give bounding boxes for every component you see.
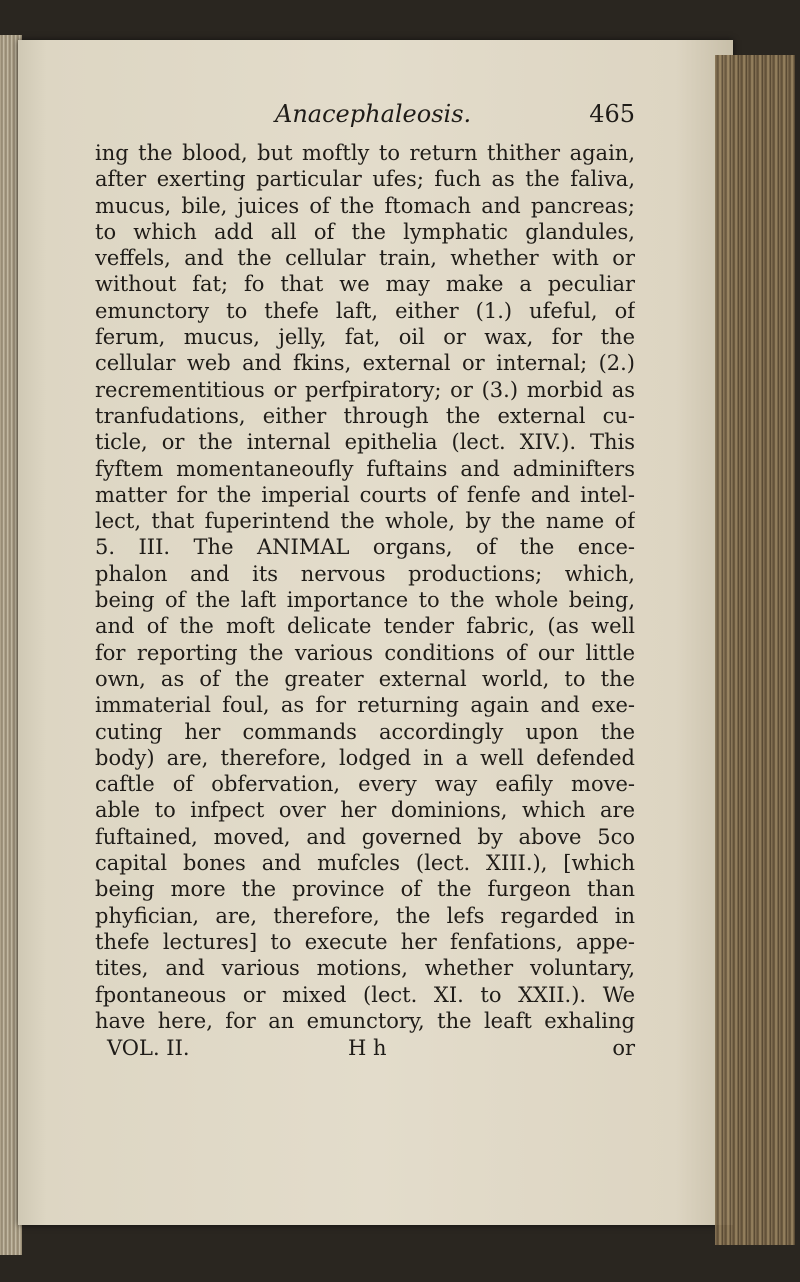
- text-line: without fat; fo that we may make a peculiar: [95, 272, 635, 297]
- text-line: to which add all of the lymphatic glandules,: [95, 219, 635, 244]
- text-line: tranfudations, either through the external cu-: [95, 403, 635, 428]
- text-line: emunctory to thefe laft, either (1.) ufeful, of: [95, 298, 635, 323]
- text-line: cellular web and fkins, external or internal; (2.): [95, 351, 635, 376]
- text-line: fyftem momentaneoufly fuftains and adminifters: [95, 456, 635, 481]
- text-line: for reporting the various conditions of our little: [95, 640, 635, 665]
- text-line: veffels, and the cellular train, whether with or: [95, 246, 635, 271]
- page-number: 465: [589, 100, 635, 128]
- text-line: ticle, or the internal epithelia (lect. XIV.). This: [95, 430, 635, 455]
- text-line: cuting her commands accordingly upon the: [95, 719, 635, 744]
- text-line: and of the moft delicate tender fabric, (as well: [95, 614, 635, 639]
- text-line: fuftained, moved, and governed by above 5co: [95, 824, 635, 849]
- body-text: [95, 140, 635, 1034]
- text-line: tites, and various motions, whether voluntary,: [95, 956, 635, 981]
- text-line: ferum, mucus, jelly, fat, oil or wax, for the: [95, 325, 635, 350]
- text-line: after exerting particular ufes; fuch as the faliva,: [95, 167, 635, 192]
- running-head: Anacephaleosis.: [275, 100, 472, 128]
- text-line: immaterial foul, as for returning again and exe-: [95, 693, 635, 718]
- text-block: [95, 100, 635, 1064]
- page-stack-edge: [715, 55, 795, 1245]
- text-line: ing the blood, but moftly to return thither again,: [95, 141, 635, 165]
- text-line: capital bones and mufcles (lect. XIII.), [which: [95, 851, 635, 876]
- text-line: phalon and its nervous productions; which,: [95, 561, 635, 586]
- text-line: 5. III. The ANIMAL organs, of the ence-: [95, 535, 635, 560]
- text-line: mucus, bile, juices of the ftomach and pancreas;: [95, 193, 635, 218]
- catchword: or: [612, 1036, 635, 1061]
- text-line: caftle of obfervation, every way eafily move-: [95, 772, 635, 797]
- text-line: own, as of the greater external world, to the: [95, 666, 635, 691]
- text-line: fpontaneous or mixed (lect. XI. to XXII.). We: [95, 982, 635, 1007]
- text-line: body) are, therefore, lodged in a well defended: [95, 745, 635, 770]
- text-line: phyfician, are, therefore, the lefs regarded in: [95, 903, 635, 928]
- page-header: [95, 100, 635, 140]
- text-line: recrementitious or perfpiratory; or (3.) morbid as: [95, 377, 635, 402]
- text-line: able to infpect over her dominions, which are: [95, 798, 635, 823]
- text-line: thefe lectures] to execute her fenfations, appe-: [95, 929, 635, 954]
- text-line: matter for the imperial courts of fenfe and intel-: [95, 482, 635, 507]
- text-line: being of the laft importance to the whole being,: [95, 588, 635, 613]
- text-line: lect, that fuperintend the whole, by the name of: [95, 509, 635, 534]
- signature-mark: H h: [348, 1036, 387, 1061]
- text-line: being more the province of the furgeon than: [95, 877, 635, 902]
- volume-label: VOL. II.: [107, 1036, 190, 1061]
- page-footer: [95, 1036, 635, 1064]
- text-line: have here, for an emunctory, the leaft exhaling: [95, 1008, 635, 1033]
